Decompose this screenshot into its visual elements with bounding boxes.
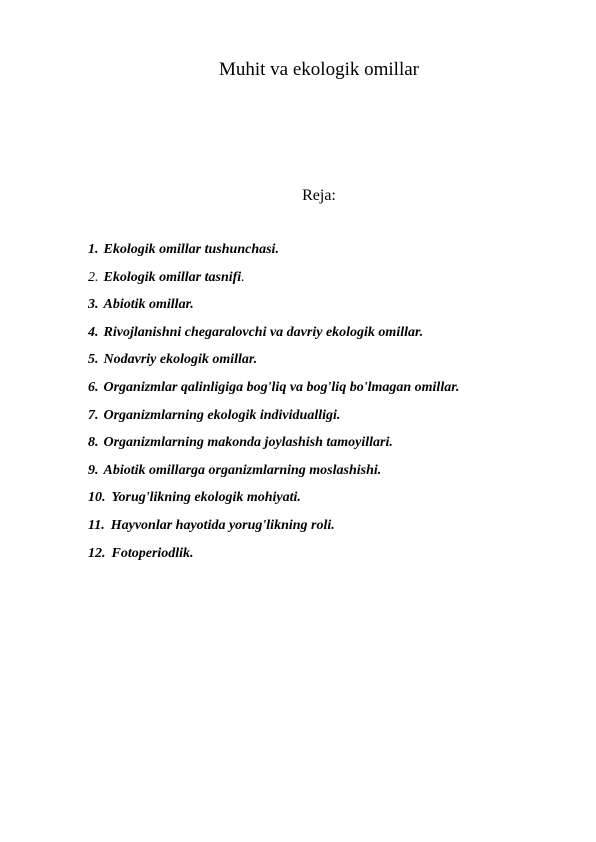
list-item-number: 12. xyxy=(88,545,106,561)
list-item-text: Organizmlarning makonda joylashish tamoyillari. xyxy=(103,435,393,451)
list-item xyxy=(88,323,568,351)
list-item-text: Nodavriy ekologik omillar. xyxy=(103,352,258,368)
list-item-number: 2. xyxy=(88,269,99,285)
list-item xyxy=(88,461,568,489)
list-item-text: Organizmlar qalinligiga bog'liq va bog'liq bo'lmagan omillar. xyxy=(103,379,460,395)
list-item xyxy=(88,295,568,323)
list-item xyxy=(88,488,568,516)
list-item xyxy=(88,268,568,296)
list-item xyxy=(88,516,568,544)
list-item-text: Ekologik omillar tushunchasi. xyxy=(103,242,279,257)
list-item-number: 11. xyxy=(88,517,105,533)
list-item-number: 10. xyxy=(88,490,106,506)
list-item-text: Abiotik omillarga organizmlarning moslashishi. xyxy=(103,462,382,478)
plan-list xyxy=(88,240,568,571)
plan-heading: Reja: xyxy=(302,187,336,204)
list-item-text: Rivojlanishni chegaralovchi va davriy ekologik omillar. xyxy=(103,324,424,340)
list-item xyxy=(88,378,568,406)
list-item-number: 8. xyxy=(88,435,99,451)
list-item xyxy=(88,433,568,461)
list-item xyxy=(88,544,568,572)
list-item-text: Abiotik omillar. xyxy=(103,297,194,313)
list-item-text: Hayvonlar hayotida yorug'likning roli. xyxy=(110,517,335,533)
list-item-number: 6. xyxy=(88,379,99,395)
list-item-number: 7. xyxy=(88,407,99,423)
list-item-suffix: . xyxy=(241,269,245,285)
list-item-number: 5. xyxy=(88,352,99,368)
list-item-number: 3. xyxy=(88,297,99,313)
page-title: Muhit va ekologik omillar xyxy=(218,59,419,80)
list-item-text: Ekologik omillar tasnifi xyxy=(103,269,242,285)
list-item-number: 9. xyxy=(88,462,99,478)
list-item xyxy=(88,350,568,378)
list-item-number: 4. xyxy=(88,324,99,340)
list-item xyxy=(88,406,568,434)
list-item-text: Yorug'likning ekologik mohiyati. xyxy=(111,490,301,506)
list-item-text: Organizmlarning ekologik individualligi. xyxy=(103,407,341,423)
list-item xyxy=(88,240,568,268)
list-item-text: Fotoperiodlik. xyxy=(111,545,194,561)
list-item-number: 1. xyxy=(88,242,99,257)
